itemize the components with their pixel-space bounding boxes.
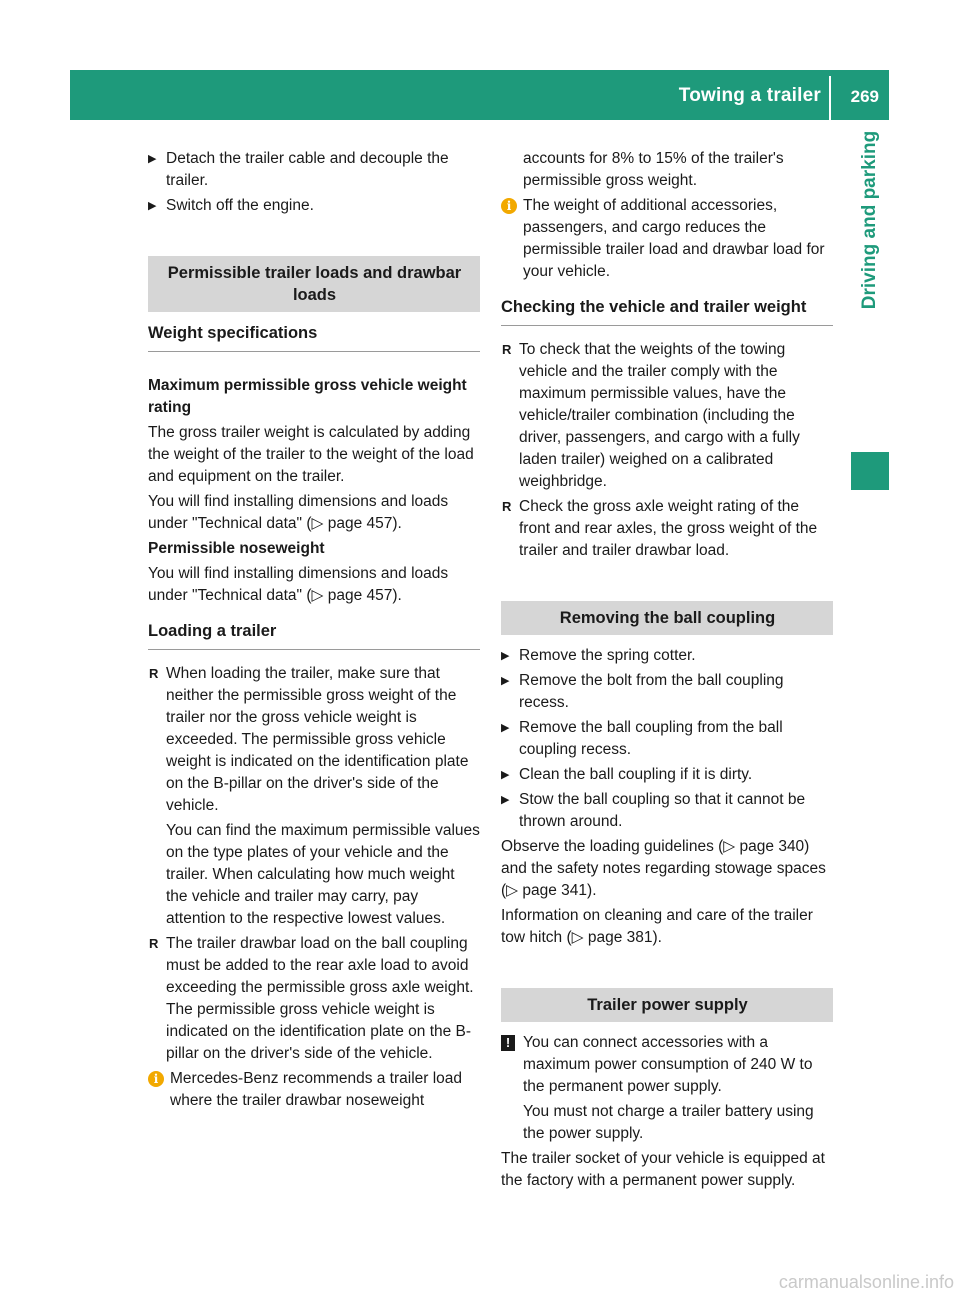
bullet-item: R When loading the trailer, make sure that neither the permissible gross weight of the trailer nor the gross vehicle weight is exceeded. The permissible gross vehicle weight is indicated on the identification plate on the B-pillar on the driver's side of the vehicle. <box>149 665 469 814</box>
section-title-power: Trailer power supply <box>501 988 833 1022</box>
paragraph: The trailer socket of your vehicle is equipped at the factory with a permanent power supply. <box>501 1150 825 1189</box>
page-section-title: Towing a trailer <box>678 85 821 106</box>
warning-note: ! You can connect accessories with a maximum power consumption of 240 W to the permanent power supply. <box>501 1032 833 1098</box>
side-tab <box>851 120 889 320</box>
section-title-loads: Permissible trailer loads and drawbar loads <box>148 256 480 312</box>
step-item: ▶ Remove the spring cotter. <box>501 645 833 667</box>
arrow-step-icon: ▶ <box>148 200 157 212</box>
warning-continuation: You must not charge a trailer battery using the power supply. <box>523 1103 814 1142</box>
header-divider <box>829 76 831 120</box>
info-icon: i <box>148 1071 164 1087</box>
watermark: carmanualsonline.info <box>778 1272 954 1292</box>
step-item: ▶ Remove the ball coupling from the ball coupling recess. <box>501 719 783 758</box>
bullet-r-icon: R <box>149 936 159 951</box>
heading-checking-weight: Checking the vehicle and trailer weight <box>501 296 833 326</box>
step-item: ▶ Clean the ball coupling if it is dirty. <box>501 764 833 786</box>
note-continuation: accounts for 8% to 15% of the trailer's permissible gross weight. <box>523 150 784 189</box>
bullet-r-icon: R <box>502 342 512 357</box>
arrow-step-icon: ▶ <box>501 675 510 687</box>
side-tab-marker <box>851 452 889 490</box>
step-item: ▶ Detach the trailer cable and decouple the trailer. <box>148 150 449 189</box>
info-note: i The weight of additional accessories, passengers, and cargo reduces the permissible trailer load and drawbar load for your vehicle. <box>501 195 833 283</box>
step-item: ▶ Remove the bolt from the ball coupling recess. <box>501 672 784 711</box>
arrow-step-icon: ▶ <box>501 794 510 806</box>
bullet-item: R Check the gross axle weight rating of the front and rear axles, the gross weight of the trailer and trailer drawbar load. <box>502 498 818 559</box>
paragraph: You will find installing dimensions and loads under "Technical data" (▷ page 457). <box>148 565 449 604</box>
header-bar <box>70 70 889 120</box>
bullet-r-icon: R <box>149 666 159 681</box>
heading-weight-specifications: Weight specifications <box>148 322 480 352</box>
bullet-item: R The trailer drawbar load on the ball coupling must be added to the rear axle load to avoid exceeding the permissible gross axle weight. The permissible gross vehicle weight is indicated on the identification plate on the B-pillar on the driver's side of the vehicle. <box>149 935 474 1062</box>
paragraph: You can find the maximum permissible values on the type plates of your vehicle and the trailer. When calculating how much weight the vehicle and trailer may carry, pay attention to the respective lowest values. <box>166 822 480 927</box>
info-note: i Mercedes-Benz recommends a trailer load where the trailer drawbar noseweight <box>148 1068 480 1112</box>
right-column <box>501 148 833 1195</box>
step-item: ▶ Stow the ball coupling so that it cannot be thrown around. <box>501 791 806 830</box>
side-tab-label: Driving and parking <box>859 130 880 310</box>
paragraph: Information on cleaning and care of the trailer tow hitch (▷ page 381). <box>501 907 813 946</box>
heading-loading-trailer: Loading a trailer <box>148 620 480 650</box>
heading-max-gross: Maximum permissible gross vehicle weight rating <box>148 377 467 416</box>
section-title-removing: Removing the ball coupling <box>501 601 833 635</box>
arrow-step-icon: ▶ <box>501 722 510 734</box>
left-column <box>148 148 480 1115</box>
paragraph: You will find installing dimensions and loads under "Technical data" (▷ page 457). <box>148 493 449 532</box>
heading-noseweight: Permissible noseweight <box>148 540 325 557</box>
warning-exclamation-icon: ! <box>501 1035 515 1051</box>
arrow-step-icon: ▶ <box>148 153 157 165</box>
arrow-step-icon: ▶ <box>501 650 510 662</box>
page-number: 269 <box>850 87 879 106</box>
bullet-r-icon: R <box>502 499 512 514</box>
arrow-step-icon: ▶ <box>501 769 510 781</box>
bullet-item: R To check that the weights of the towing vehicle and the trailer comply with the maximum permissible values, have the vehicle/trailer combination (including the driver, passengers, and cargo with a fully laden trailer) weighed on a calibrated weighbridge. <box>502 341 800 490</box>
step-item: ▶ Switch off the engine. <box>148 195 480 217</box>
paragraph: The gross trailer weight is calculated by adding the weight of the trailer to the weight of the load and equipment on the trailer. <box>148 424 474 485</box>
info-icon: i <box>501 198 517 214</box>
paragraph: Observe the loading guidelines (▷ page 340) and the safety notes regarding stowage spaces (▷ page 341). <box>501 838 826 899</box>
